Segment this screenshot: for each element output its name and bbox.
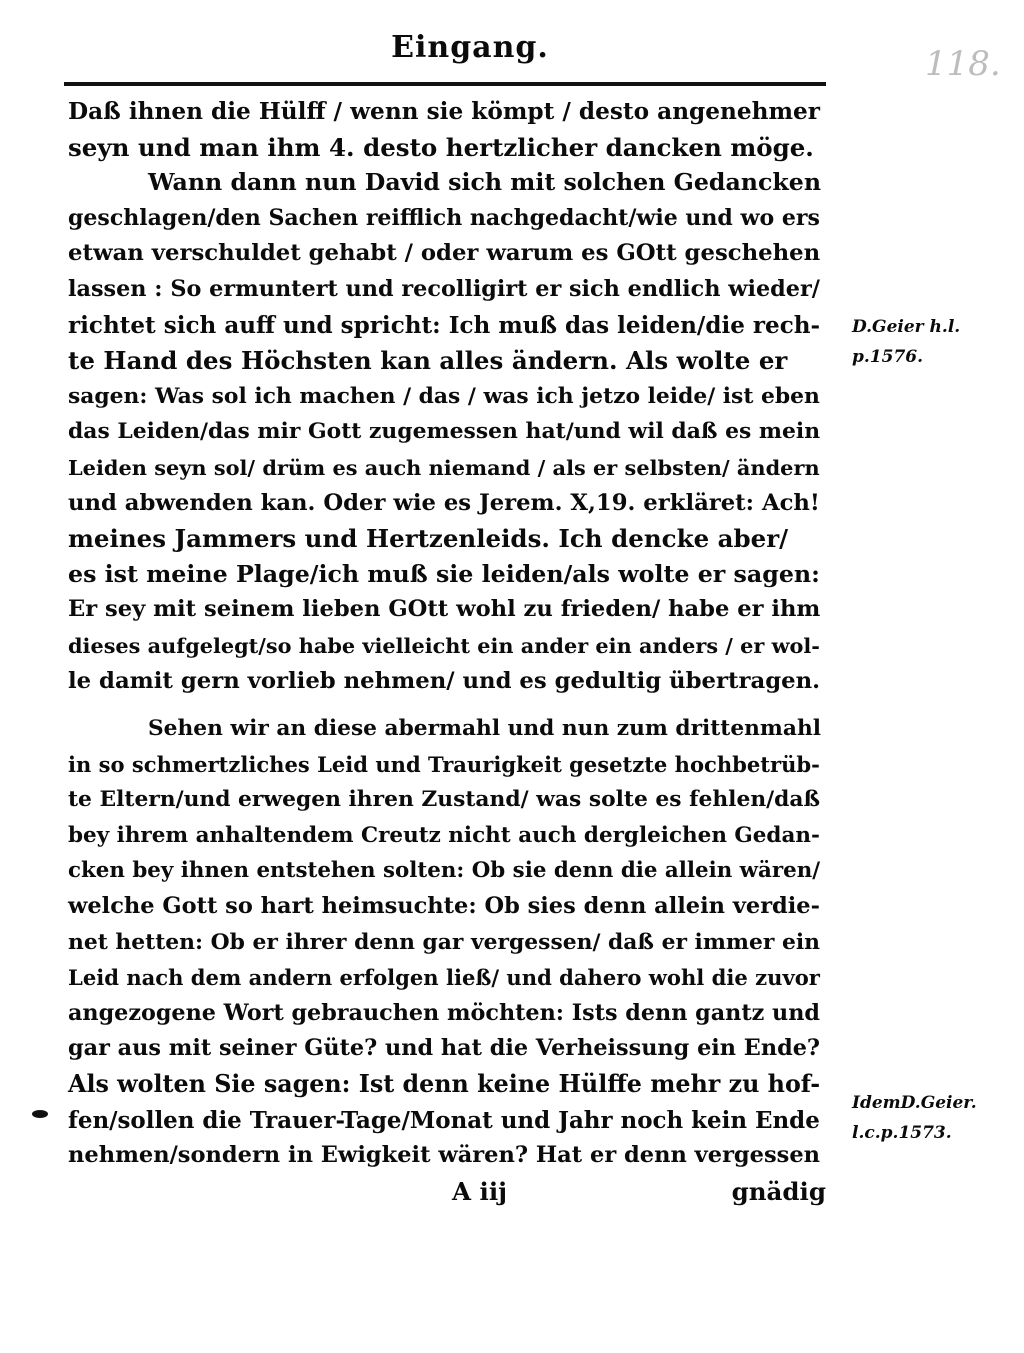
text-line: etwan verschuldet gehabt / oder warum es GOtt geschehen [68,240,821,267]
margin-note-line: D.Geier h.l. [852,317,961,337]
text-line: lassen : So ermuntert und recolligirt er sich endlich wieder/ [68,275,820,302]
text-line: angezogene Wort gebrauchen möchten: Ists denn gantz und [68,999,820,1026]
text-line: Wann dann nun David sich mit solchen Gedancken [148,168,822,197]
text-line: te Eltern/und erwegen ihren Zustand/ was solte es fehlen/daß [68,787,820,813]
margin-note-line: p.1576. [852,347,924,367]
text-line: le damit gern vorlieb nehmen/ und es gedultig übertragen. [68,667,821,694]
text-line: gar aus mit seiner Güte? und hat die Verheissung ein Ende? [68,1035,821,1062]
margin-note [852,1088,977,1148]
header-rule [64,82,826,86]
text-line: geschlagen/den Sachen reifflich nachgedacht/wie und wo ers [68,204,820,231]
text-line: Sehen wir an diese abermahl und nun zum drittenmahl [148,716,821,742]
footer-line [68,1174,828,1210]
text-line: meines Jammers und Hertzenleids. Ich dencke aber/ [68,524,789,554]
text-line: nehmen/sondern in Ewigkeit wären? Hat er denn vergessen [68,1142,821,1169]
text-line: das Leiden/das mir Gott zugemessen hat/und wil daß es mein [68,418,821,445]
text-line: Leid nach dem andern erfolgen ließ/ und dahero wohl die zuvor [68,965,820,991]
signature-mark: A iij [452,1176,508,1206]
text-line: dieses aufgelegt/so habe vielleicht ein ander ein anders / er wol- [68,632,820,658]
text-line: in so schmertzliches Leid und Traurigkeit gesetzte hochbetrüb- [68,751,820,777]
catchword: gnädig [731,1176,826,1206]
text-line: Er sey mit seinem lieben GOtt wohl zu frieden/ habe er ihm [68,596,821,623]
ink-mark-icon [32,1110,48,1118]
text-line: bey ihrem anhaltendem Creutz nicht auch dergleichen Gedan- [68,822,820,848]
margin-note [852,312,960,372]
text-line: Als wolten Sie sagen: Ist denn keine Hülffe mehr zu hof- [68,1070,821,1099]
text-line: sagen: Was sol ich machen / das / was ich jetzo leide/ ist eben [68,383,820,409]
text-line: richtet sich auff und spricht: Ich muß das leiden/die rech- [68,311,821,339]
text-line: te Hand des Höchsten kan alles ändern. Als wolte er [68,346,788,376]
text-line: es ist meine Plage/ich muß sie leiden/als wolte er sagen: [68,559,820,588]
text-line: und abwenden kan. Oder wie es Jerem. X,19. erkläret: Ach! [68,489,820,516]
running-head: Eingang. [391,30,549,65]
text-line: cken bey ihnen entstehen solten: Ob sie denn die allein wären/ [68,858,821,884]
text-line: fen/sollen die Trauer-Tage/Monat und Jahr noch kein Ende [68,1106,820,1134]
margin-note-line: l.c.p.1573. [852,1123,952,1143]
text-line: Leiden seyn sol/ drüm es auch niemand / als er selbsten/ ändern [68,454,820,480]
folio-number: 118. [925,44,1001,84]
margin-note-line: IdemD.Geier. [852,1093,977,1113]
text-line: Daß ihnen die Hülff / wenn sie kömpt / desto angenehmer [68,98,820,125]
text-line: net hetten: Ob er ihrer denn gar vergessen/ daß er immer ein [68,929,820,955]
body-text [68,94,828,1209]
text-line: welche Gott so hart heimsuchte: Ob sies denn allein verdie- [68,893,820,920]
text-line: seyn und man ihm 4. desto hertzlicher dancken möge. [68,132,814,162]
